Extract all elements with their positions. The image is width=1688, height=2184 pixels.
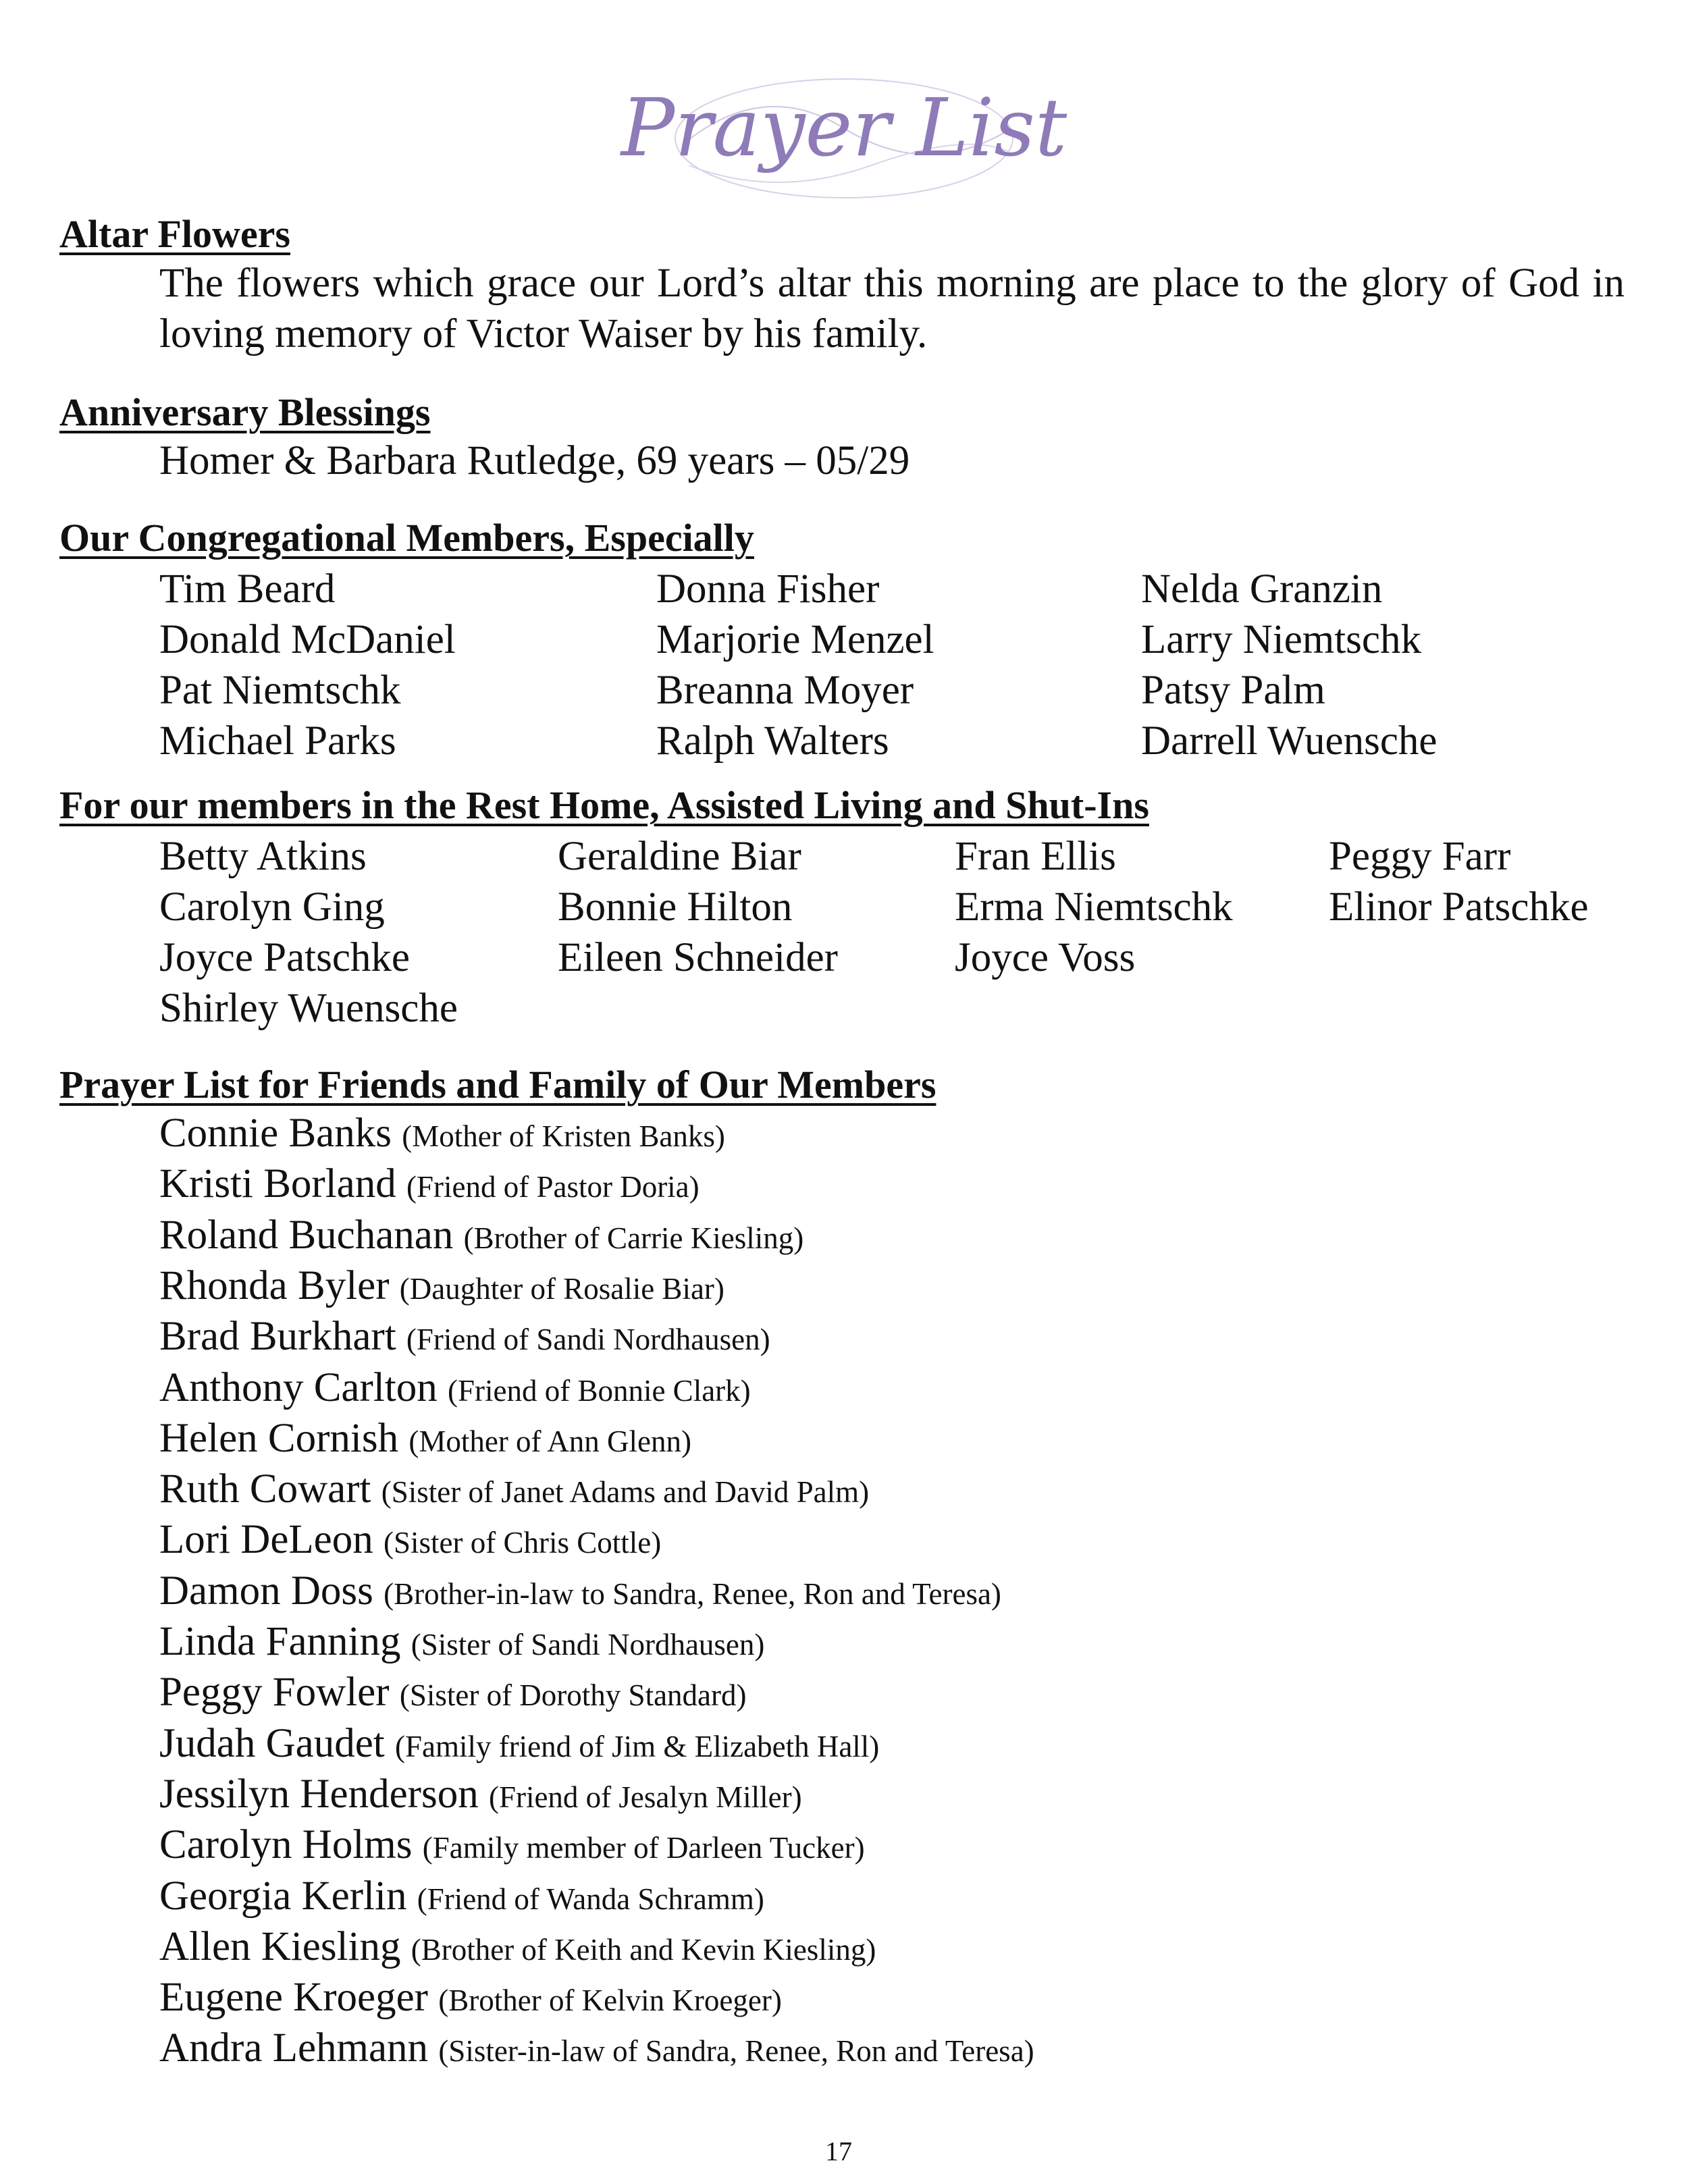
friends-family-entry (159, 1923, 876, 1969)
logo-text: Prayer List (621, 81, 1067, 174)
friends-family-entry (159, 1771, 802, 1817)
person-name: Damon Doss (159, 1568, 373, 1614)
friends-family-entry (159, 1364, 751, 1410)
relationship-note: (Friend of Wanda Schramm) (417, 1882, 764, 1916)
relationship-note: (Brother of Kelvin Kroeger) (438, 1983, 782, 2018)
congregational-member-name: Michael Parks (159, 718, 396, 764)
person-name: Connie Banks (159, 1111, 392, 1156)
rest-home-member-name: Carolyn Ging (159, 884, 385, 930)
altar-flowers-text: The flowers which grace our Lord’s altar this morning are place to the glory of God in loving memory of Victor Waiser by his family. (159, 261, 1625, 356)
person-name: Rhonda Byler (159, 1262, 390, 1308)
friends-family-entry (159, 1314, 770, 1360)
person-name: Kristi Borland (159, 1161, 396, 1207)
friends-family-heading: Prayer List for Friends and Family of Our Members (59, 1063, 937, 1107)
person-name: Eugene Kroeger (159, 1975, 428, 2021)
friends-family-entry (159, 1517, 662, 1563)
congregational-heading: Our Congregational Members, Especially (59, 516, 754, 560)
person-name: Judah Gaudet (159, 1720, 385, 1766)
page-number: 17 (825, 2136, 852, 2166)
rest-home-member-name: Fran Ellis (955, 834, 1116, 879)
rest-home-member-name: Elinor Patschke (1329, 884, 1589, 930)
person-name: Georgia Kerlin (159, 1873, 407, 1919)
congregational-member-name: Nelda Granzin (1141, 566, 1383, 612)
friends-family-entry (159, 1822, 865, 1868)
rest-home-member-name: Geraldine Biar (558, 834, 801, 879)
congregational-member-name: Larry Niemtschk (1141, 617, 1421, 662)
relationship-note: (Sister of Janet Adams and David Palm) (381, 1475, 870, 1510)
friends-family-entry (159, 1875, 764, 1917)
person-name: Roland Buchanan (159, 1212, 454, 1258)
person-name: Andra Lehmann (159, 2025, 429, 2071)
friends-family-entry (159, 1262, 724, 1308)
person-name: Linda Fanning (159, 1619, 401, 1664)
congregational-member-name: Tim Beard (159, 566, 336, 612)
relationship-note: (Sister of Chris Cottle) (384, 1526, 662, 1560)
person-name: Jessilyn Henderson (159, 1771, 479, 1817)
friends-family-entry (159, 1415, 692, 1461)
relationship-note: (Family member of Darleen Tucker) (422, 1831, 865, 1865)
congregational-member-name: Ralph Walters (656, 718, 889, 764)
friends-family-entry (159, 2027, 1034, 2069)
person-name: Anthony Carlton (159, 1364, 438, 1410)
person-name: Lori DeLeon (159, 1517, 373, 1563)
relationship-note: (Brother of Carrie Kiesling) (463, 1221, 804, 1255)
relationship-note: (Friend of Bonnie Clark) (447, 1373, 751, 1408)
relationship-note: (Daughter of Rosalie Biar) (399, 1271, 724, 1306)
relationship-note: (Friend of Sandi Nordhausen) (406, 1323, 770, 1357)
friends-family-entry (159, 1212, 804, 1258)
congregational-member-name: Pat Niemtschk (159, 668, 401, 713)
rest-home-heading: For our members in the Rest Home, Assisted Living and Shut-Ins (59, 783, 1149, 827)
rest-home-member-name: Joyce Voss (955, 935, 1136, 980)
person-name: Ruth Cowart (159, 1466, 371, 1512)
anniversary-entry: Homer & Barbara Rutledge, 69 years – 05/29 (159, 438, 910, 483)
rest-home-member-name: Erma Niemtschk (955, 884, 1233, 930)
congregational-member-name: Darrell Wuensche (1141, 718, 1438, 764)
prayer-list-logo (621, 64, 1067, 206)
relationship-note: (Sister of Dorothy Standard) (399, 1678, 747, 1713)
altar-flowers-heading: Altar Flowers (59, 212, 290, 256)
person-name: Brad Burkhart (159, 1314, 396, 1360)
rest-home-member-name: Betty Atkins (159, 834, 367, 879)
rest-home-member-name: Shirley Wuensche (159, 986, 458, 1031)
friends-family-entry (159, 1161, 700, 1207)
person-name: Peggy Fowler (159, 1670, 390, 1715)
relationship-note: (Mother of Ann Glenn) (408, 1424, 692, 1458)
relationship-note: (Brother of Keith and Kevin Kiesling) (411, 1932, 876, 1967)
congregational-member-name: Marjorie Menzel (656, 617, 934, 662)
congregational-member-name: Donald McDaniel (159, 617, 456, 662)
relationship-note: (Sister-in-law of Sandra, Renee, Ron and Teresa) (438, 2034, 1034, 2069)
friends-family-entry (159, 1975, 782, 2021)
relationship-note: (Friend of Jesalyn Miller) (488, 1780, 802, 1814)
anniversary-heading: Anniversary Blessings (59, 390, 431, 434)
person-name: Carolyn Holms (159, 1822, 413, 1868)
person-name: Helen Cornish (159, 1415, 399, 1461)
rest-home-member-name: Joyce Patschke (159, 935, 410, 980)
friends-family-entry (159, 1570, 1001, 1612)
rest-home-member-name: Bonnie Hilton (558, 884, 793, 930)
friends-family-entry (159, 1468, 869, 1510)
friends-family-entry (159, 1113, 725, 1154)
prayer-list-logo-art (621, 64, 1067, 206)
congregational-member-name: Breanna Moyer (656, 668, 914, 713)
person-name: Allen Kiesling (159, 1923, 401, 1969)
relationship-note: (Mother of Kristen Banks) (402, 1119, 725, 1153)
relationship-note: (Sister of Sandi Nordhausen) (411, 1628, 765, 1661)
rest-home-member-name: Peggy Farr (1329, 834, 1511, 879)
congregational-member-name: Donna Fisher (656, 566, 880, 612)
friends-family-entry (159, 1621, 764, 1662)
relationship-note: (Family friend of Jim & Elizabeth Hall) (394, 1729, 880, 1763)
rest-home-member-name: Eileen Schneider (558, 935, 838, 980)
congregational-member-name: Patsy Palm (1141, 668, 1325, 713)
friends-family-entry (159, 1720, 880, 1766)
relationship-note: (Friend of Pastor Doria) (406, 1170, 700, 1204)
friends-family-entry (159, 1672, 746, 1713)
relationship-note: (Brother-in-law to Sandra, Renee, Ron and Teresa) (384, 1576, 1001, 1611)
